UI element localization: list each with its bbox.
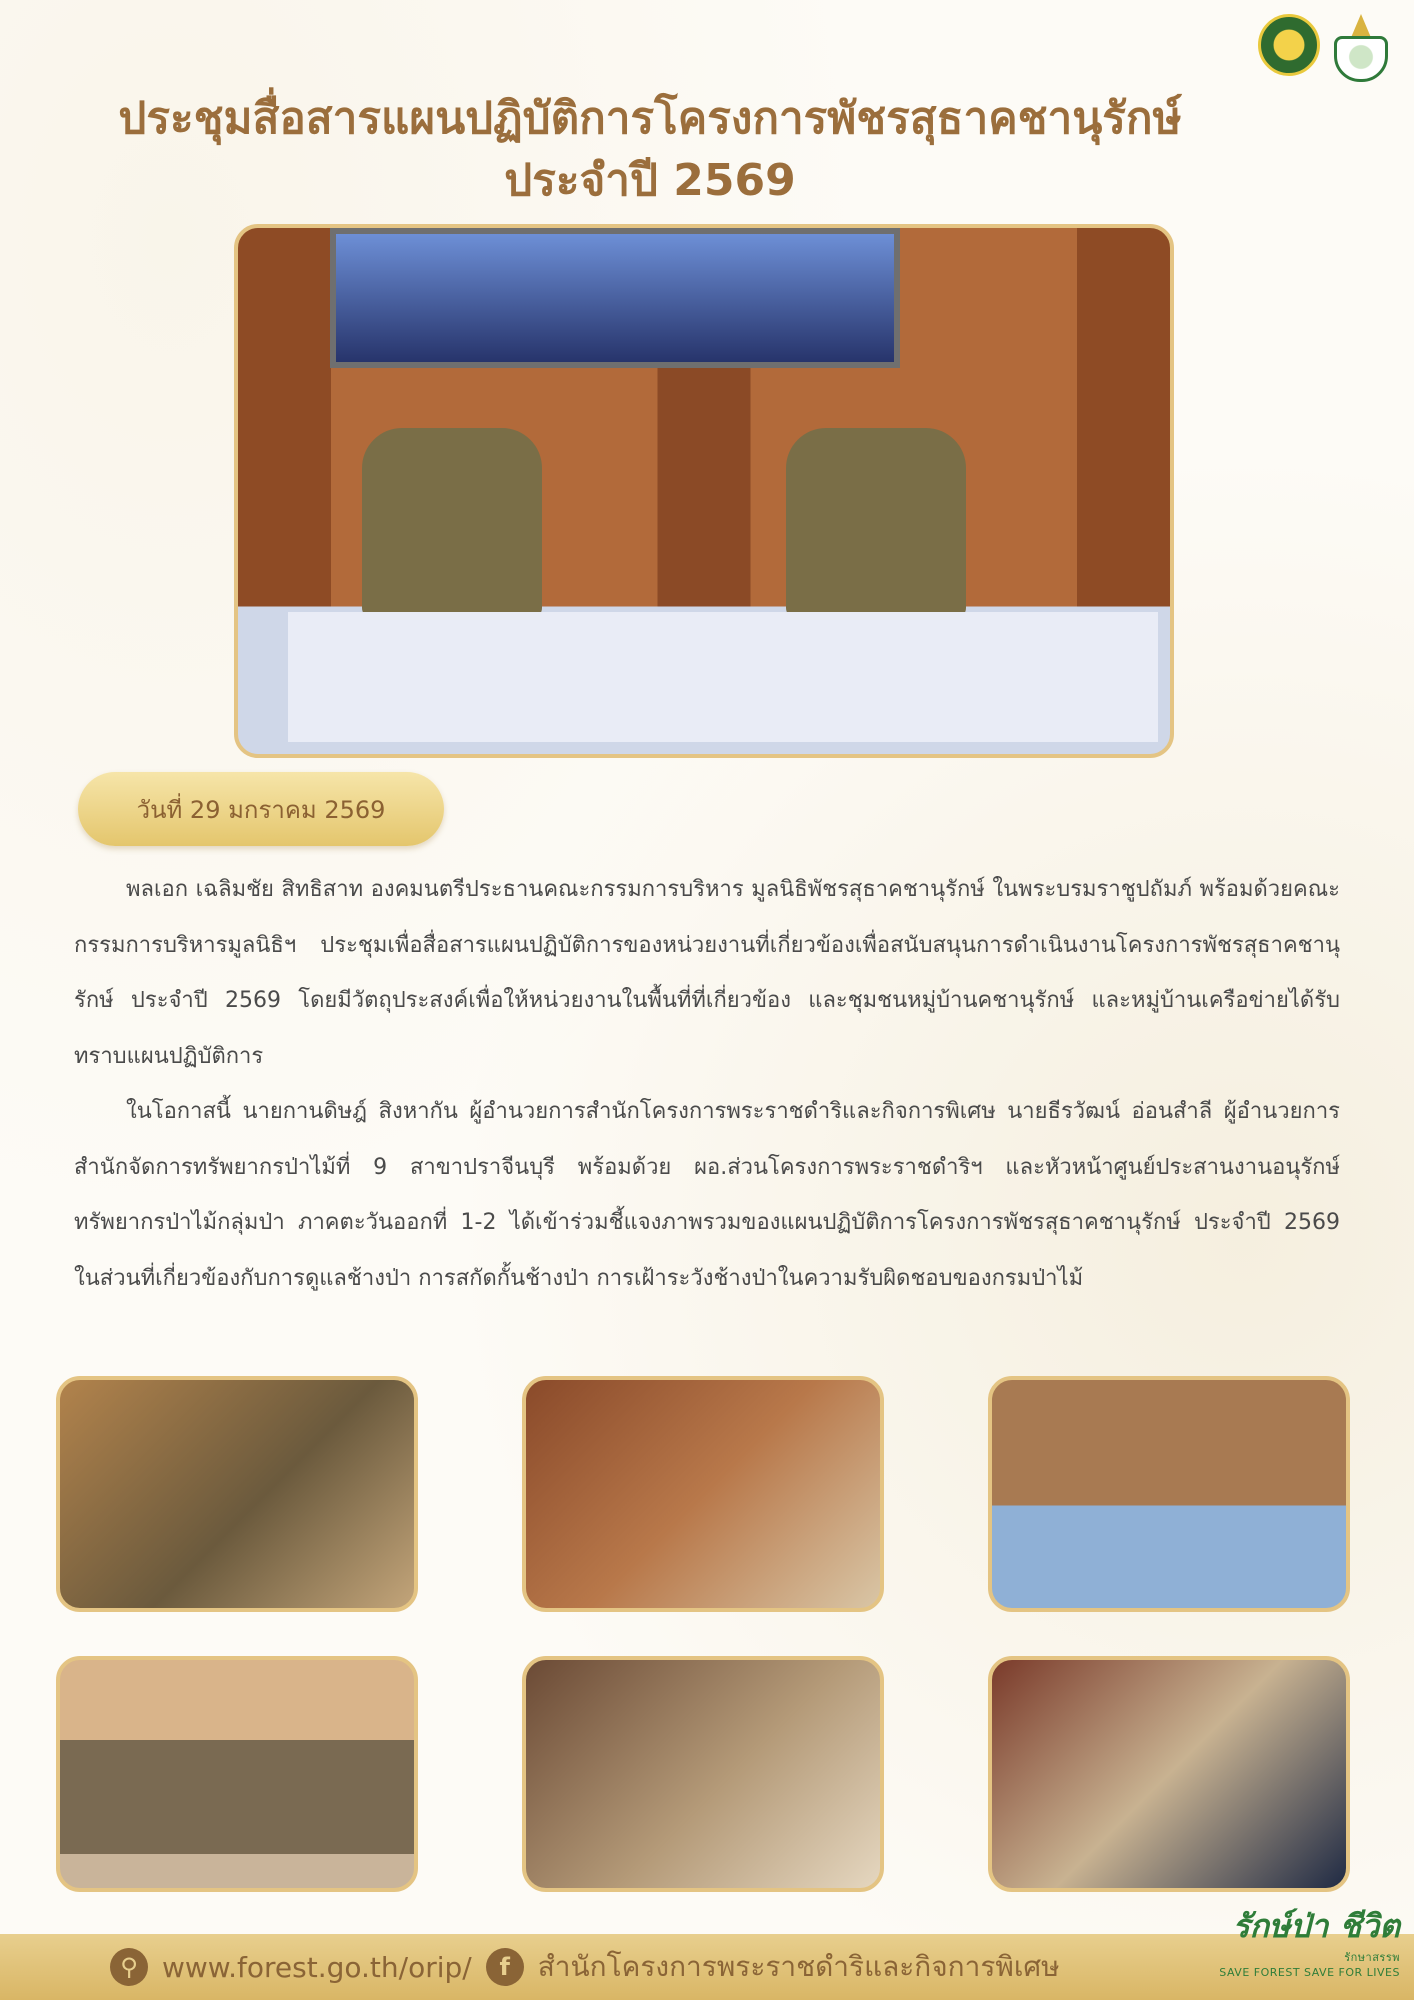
footer-facebook-link[interactable]: สำนักโครงการพระราชดำริและกิจการพิเศษ	[537, 1950, 1060, 1983]
gallery-photo-5	[522, 1656, 884, 1892]
hero-photo-person-right	[786, 428, 966, 618]
hero-photo	[234, 224, 1174, 758]
gallery-photo-1	[56, 1376, 418, 1612]
campaign-logo	[1180, 1904, 1400, 1996]
title-line-2: ประจำปี 2569	[504, 155, 796, 206]
campaign-logo-line-2: รักษาสรรพ	[1344, 1951, 1400, 1964]
article-body	[74, 862, 1340, 1306]
campaign-logo-line-3: SAVE FOREST SAVE FOR LIVES	[1219, 1966, 1400, 1979]
gallery-photo-4	[56, 1656, 418, 1892]
date-badge: วันที่ 29 มกราคม 2569	[78, 772, 444, 846]
facebook-icon: f	[486, 1948, 524, 1986]
gallery-photo-3	[988, 1376, 1350, 1612]
campaign-logo-line-1: รักษ์ป่า ชีวิต	[1232, 1907, 1400, 1945]
footer-website-link[interactable]: www.forest.go.th/orip/	[162, 1950, 472, 1984]
royal-project-seal-icon	[1258, 14, 1320, 76]
search-icon: ⚲	[110, 1948, 148, 1986]
hero-photo-window	[330, 228, 900, 368]
title-line-1: ประชุมสื่อสารแผนปฏิบัติการโครงการพัชรสุธาคชานุรักษ์	[118, 93, 1182, 144]
forest-department-emblem-icon	[1328, 14, 1394, 84]
paragraph-2: ในโอกาสนี้ นายกานดิษฎ์ สิงหากัน ผู้อำนวยการสำนักโครงการพระราชดำริและกิจการพิเศษ นายธีรวัฒน์ อ่อนสำลี ผู้อำนวยการสำนักจัดการทรัพยากรป่าไม้ที่ 9 สาขาปราจีนบุรี พร้อมด้วย ผอ.ส่วนโครงการพระราชดำริฯ และหัวหน้าศูนย์ประสานงานอนุรักษ์ทรัพยากรป่าไม้กลุ่มป่า ภาคตะวันออกที่ 1-2 ได้เข้าร่วมชี้แจงภาพรวมของแผนปฏิบัติการโครงการพัชรสุธาคชานุรักษ์ ประจำปี 2569 ในส่วนที่เกี่ยวข้องกับการดูแลช้างป่า การสกัดกั้นช้างป่า การเฝ้าระวังช้างป่าในความรับผิดชอบของกรมป่าไม้	[74, 1099, 1340, 1291]
page-title	[100, 88, 1200, 212]
header-logos	[1258, 14, 1394, 84]
paragraph-1: พลเอก เฉลิมชัย สิทธิสาท องคมนตรีประธานคณะกรรมการบริหาร มูลนิธิพัชรสุธาคชานุรักษ์ ในพระบรมราชูปถัมภ์ พร้อมด้วยคณะกรรมการบริหารมูลนิธิฯ ประชุมเพื่อสื่อสารแผนปฏิบัติการของหน่วยงานที่เกี่ยวข้องเพื่อสนับสนุนการดำเนินงานโครงการพัชรสุธาคชานุรักษ์ ประจำปี 2569 โดยมีวัตถุประสงค์เพื่อให้หน่วยงานในพื้นที่ที่เกี่ยวข้อง และชุมชนหมู่บ้านคชานุรักษ์ และหมู่บ้านเครือข่ายได้รับทราบแผนปฏิบัติการ	[74, 877, 1340, 1069]
gallery-photo-2	[522, 1376, 884, 1612]
hero-photo-table	[288, 612, 1158, 742]
hero-photo-person-left	[362, 428, 542, 618]
gallery-photo-6	[988, 1656, 1350, 1892]
